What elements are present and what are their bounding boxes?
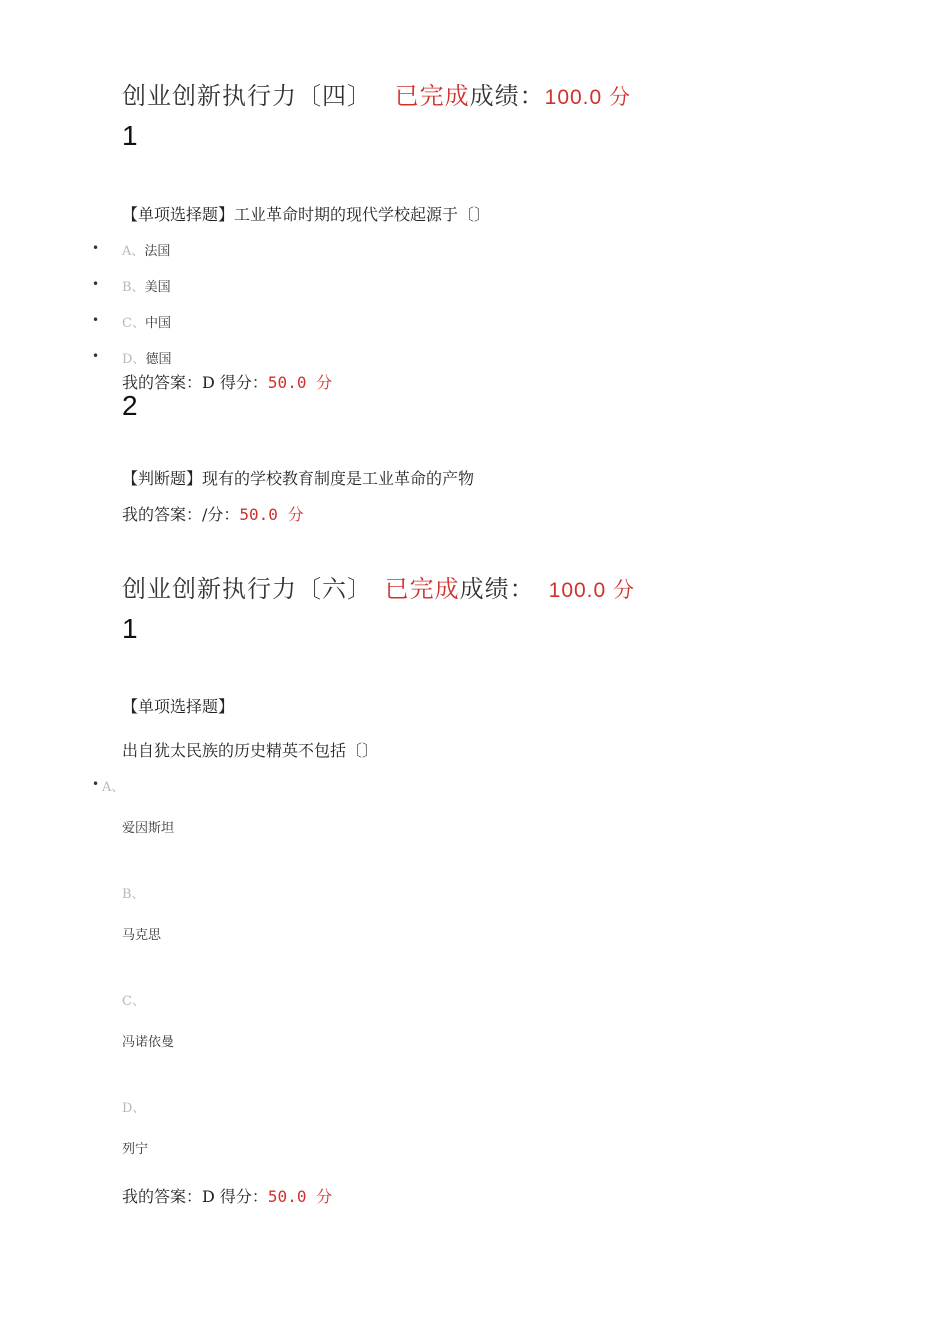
answer-label: 我的答案：/分： bbox=[122, 505, 240, 524]
option-text-a[interactable]: 爱因斯坦 bbox=[122, 821, 175, 836]
section-title-text: 创业创新执行力〔六〕 bbox=[122, 575, 372, 603]
option-text: 法国 bbox=[144, 244, 171, 259]
option-text: 中国 bbox=[144, 316, 171, 331]
section-title bbox=[122, 569, 635, 604]
section-title-text: 创业创新执行力〔四〕 bbox=[122, 82, 372, 110]
section-score: 100.0 分 bbox=[548, 579, 636, 602]
option-c[interactable] bbox=[122, 312, 171, 331]
question-number: 1 bbox=[122, 613, 138, 644]
option-letter: A、 bbox=[122, 244, 145, 259]
status-badge: 已完成 bbox=[394, 82, 470, 110]
option-letter-c[interactable]: C、 bbox=[122, 994, 145, 1009]
question-type: 【单项选择题】 bbox=[122, 697, 235, 716]
answer-score: 50.0 分 bbox=[267, 373, 333, 392]
option-letter-d[interactable]: D、 bbox=[122, 1101, 146, 1116]
option-text-d[interactable]: 列宁 bbox=[122, 1142, 149, 1157]
bullet-icon: • bbox=[92, 277, 100, 291]
score-label: 成绩： bbox=[459, 575, 535, 603]
question-stem: 【单项选择题】工业革命时期的现代学校起源于〔〕 bbox=[122, 205, 491, 224]
my-answer bbox=[122, 502, 304, 525]
bullet-icon: • bbox=[92, 349, 100, 363]
question-stem: 出自犹太民族的历史精英不包括〔〕 bbox=[122, 741, 379, 760]
option-text: 德国 bbox=[145, 352, 172, 367]
option-letter-a[interactable]: A、 bbox=[102, 780, 125, 795]
question-number: 1 bbox=[122, 120, 138, 151]
bullet-icon: • bbox=[92, 241, 100, 255]
my-answer bbox=[122, 370, 332, 393]
question-number: 2 bbox=[122, 390, 138, 421]
option-letter: B、 bbox=[122, 280, 145, 295]
section-score: 100.0 分 bbox=[544, 86, 632, 109]
question-stem: 【判断题】现有的学校教育制度是工业革命的产物 bbox=[122, 469, 475, 488]
option-letter-b[interactable]: B、 bbox=[122, 887, 145, 902]
answer-label: 我的答案：D 得分： bbox=[122, 1187, 268, 1206]
answer-score: 50.0 分 bbox=[239, 505, 304, 524]
status-badge: 已完成 bbox=[384, 575, 460, 603]
answer-label: 我的答案：D 得分： bbox=[122, 373, 268, 392]
option-text-b[interactable]: 马克思 bbox=[122, 928, 162, 943]
option-d[interactable] bbox=[122, 348, 171, 367]
bullet-icon: • bbox=[92, 777, 100, 791]
option-text: 美国 bbox=[144, 280, 171, 295]
score-label: 成绩： bbox=[469, 82, 545, 110]
section-title bbox=[122, 76, 631, 111]
option-letter: C、 bbox=[122, 316, 145, 331]
option-a[interactable] bbox=[122, 240, 170, 259]
bullet-icon: • bbox=[92, 313, 100, 327]
option-b[interactable] bbox=[122, 276, 171, 295]
option-letter: D、 bbox=[122, 352, 146, 367]
option-text-c[interactable]: 冯诺依曼 bbox=[122, 1035, 175, 1050]
my-answer bbox=[122, 1184, 332, 1207]
answer-score: 50.0 分 bbox=[267, 1187, 333, 1206]
